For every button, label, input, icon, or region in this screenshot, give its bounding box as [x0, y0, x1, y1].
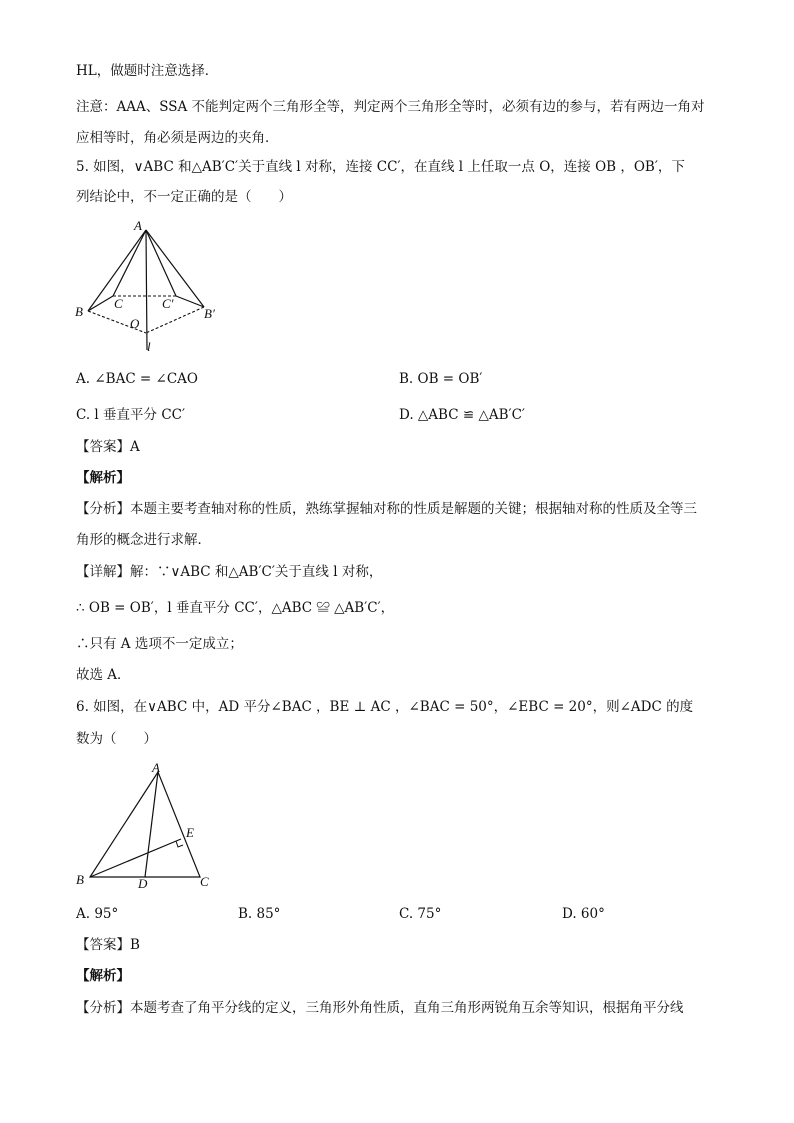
- question-6-stem: 数为（ ）: [76, 731, 157, 747]
- solution-text: ∴ OB = OB′，l 垂直平分 CC′，△ABC ≌ △AB′C′，: [76, 600, 395, 616]
- label-E: E: [186, 825, 194, 840]
- analysis-text: 角形的概念进行求解．: [76, 532, 211, 548]
- label-A: A: [152, 760, 160, 775]
- solution-text: 故选 A．: [76, 667, 131, 683]
- line-l: [146, 230, 147, 350]
- label-B: B: [76, 872, 84, 887]
- label-O: O: [130, 316, 140, 331]
- question-6-stem: 6. 如图，在∨ABC 中，AD 平分∠BAC ，BE ⊥ AC ，∠BAC = 50°，∠EBC = 20°，则∠ADC 的度: [76, 699, 694, 715]
- label-C: C: [114, 296, 123, 311]
- label-B: B: [75, 304, 83, 319]
- right-angle-mark: [176, 841, 183, 847]
- label-C-prime: C′: [162, 296, 174, 311]
- segment-BC: [88, 296, 113, 311]
- label-l: l: [147, 339, 151, 354]
- option-B: B. 85°: [238, 906, 281, 922]
- label-D: D: [138, 876, 148, 890]
- option-A: A. 95°: [76, 906, 119, 922]
- figure-axial-symmetry: [70, 218, 230, 358]
- text-line: 注意：AAA、SSA 不能判定两个三角形全等，判定两个三角形全等时，必须有边的参与，若有两边一角对: [76, 99, 705, 115]
- label-A: A: [134, 218, 142, 233]
- question-5-stem: 5. 如图，∨ABC 和△AB′C′关于直线 l 对称，连接 CC′，在直线 l 上任取一点 O，连接 OB ，OB′，下: [76, 159, 685, 175]
- text-line: HL，做题时注意选择．: [76, 63, 219, 79]
- label-C: C: [200, 874, 209, 889]
- solution-text: 【详解】解：∵∨ABC 和△AB′C′关于直线 l 对称，: [76, 564, 383, 580]
- answer-label: 【答案】A: [76, 439, 140, 455]
- option-C: C. 75°: [399, 906, 442, 922]
- option-D: D. 60°: [562, 906, 605, 922]
- option-A: A. ∠BAC = ∠CAO: [76, 371, 198, 387]
- label-B-prime: B′: [204, 306, 215, 321]
- text-line: 应相等时，角必须是两边的夹角．: [76, 130, 279, 146]
- analysis-heading: 【解析】: [76, 968, 130, 984]
- triangle-ABC: [90, 772, 200, 877]
- question-5-stem: 列结论中，不一定正确的是（ ）: [76, 189, 292, 205]
- segment-OB-prime: [146, 307, 204, 333]
- segment-BE: [90, 839, 181, 877]
- segment-AD: [145, 772, 158, 877]
- option-C: C. l 垂直平分 CC′: [76, 407, 186, 423]
- figure-triangle-bisector: [70, 760, 230, 890]
- analysis-text: 【分析】本题主要考查轴对称的性质，熟练掌握轴对称的性质是解题的关键；根据轴对称的性质及全等三: [76, 501, 697, 517]
- option-D: D. △ABC ≌ △AB′C′: [399, 407, 525, 423]
- option-B: B. OB = OB′: [399, 371, 483, 387]
- solution-text: ∴只有 A 选项不一定成立；: [76, 636, 243, 652]
- answer-label: 【答案】B: [76, 937, 140, 953]
- analysis-heading: 【解析】: [76, 470, 130, 486]
- analysis-text: 【分析】本题考查了角平分线的定义，三角形外角性质，直角三角形两锐角互余等知识，根据角平分线: [76, 1000, 684, 1016]
- segment-AC: [113, 230, 146, 296]
